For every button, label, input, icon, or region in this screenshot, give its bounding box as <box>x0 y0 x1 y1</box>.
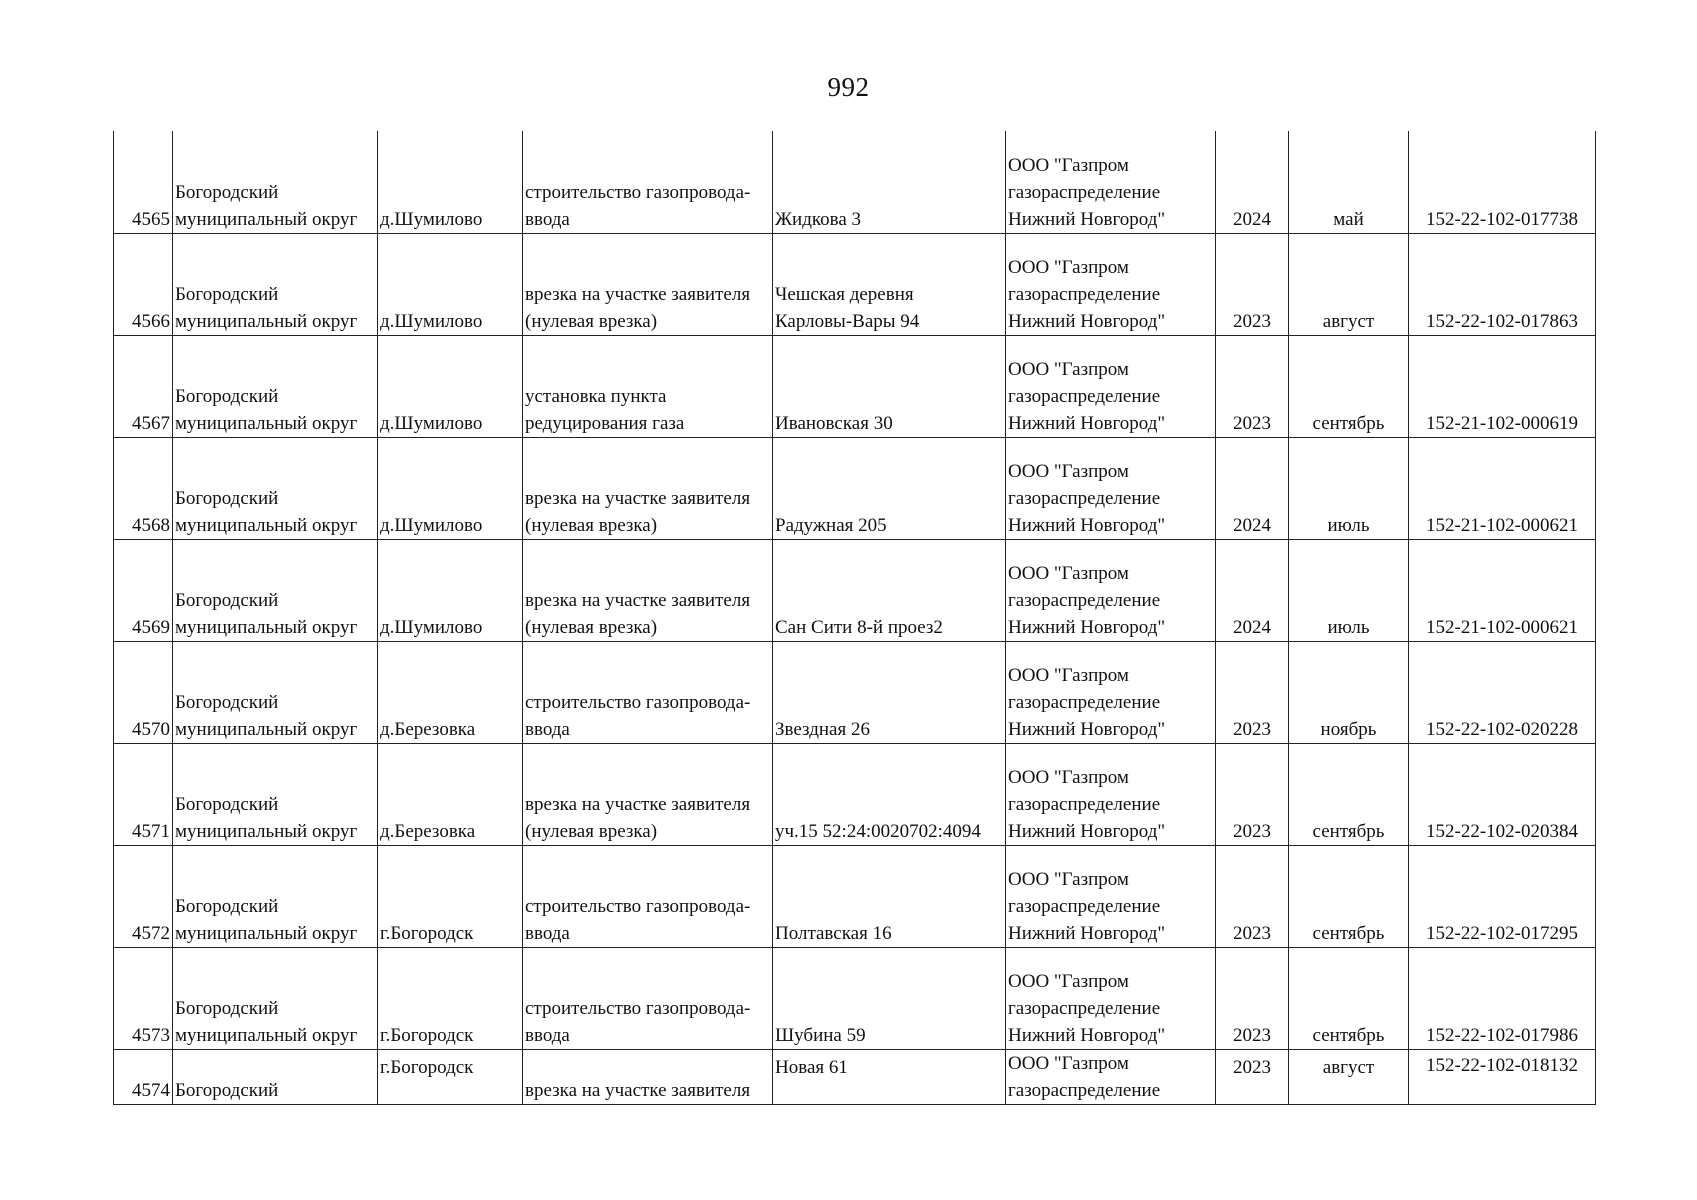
month-cell: июль <box>1289 539 1409 641</box>
organization-cell: ООО "Газпром газораспределение Нижний Новгород" <box>1006 335 1216 437</box>
address-cell: Ивановская 30 <box>773 335 1006 437</box>
table-row <box>114 131 1596 233</box>
table-row <box>114 845 1596 947</box>
application-code-cell: 152-22-102-017738 <box>1409 131 1596 233</box>
row-number: 4571 <box>114 743 173 845</box>
year-cell: 2024 <box>1216 131 1289 233</box>
locality-cell: д.Шумилово <box>378 233 523 335</box>
district-cell: Богородский муниципальный округ <box>173 947 378 1049</box>
locality-cell: г.Богородск <box>378 947 523 1049</box>
table-row <box>114 233 1596 335</box>
year-cell: 2023 <box>1216 233 1289 335</box>
organization-cell: ООО "Газпром газораспределение Нижний Новгород" <box>1006 743 1216 845</box>
district-cell: Богородский муниципальный округ <box>173 131 378 233</box>
application-code-cell: 152-21-102-000621 <box>1409 539 1596 641</box>
application-code-cell: 152-22-102-018132 <box>1409 1049 1596 1104</box>
month-cell: август <box>1289 1049 1409 1104</box>
organization-cell: ООО "Газпром газораспределение Нижний Новгород" <box>1006 131 1216 233</box>
organization-cell: ООО "Газпром газораспределение Нижний Новгород" <box>1006 845 1216 947</box>
row-number: 4568 <box>114 437 173 539</box>
district-cell: Богородский муниципальный округ <box>173 335 378 437</box>
organization-cell: ООО "Газпром газораспределение <box>1006 1049 1216 1104</box>
row-number: 4565 <box>114 131 173 233</box>
application-code-cell: 152-22-102-020384 <box>1409 743 1596 845</box>
year-cell: 2023 <box>1216 1049 1289 1104</box>
row-number: 4573 <box>114 947 173 1049</box>
application-code-cell: 152-22-102-017986 <box>1409 947 1596 1049</box>
table-row <box>114 743 1596 845</box>
table-row <box>114 1049 1596 1104</box>
district-cell: Богородский муниципальный округ <box>173 233 378 335</box>
work-type-cell: установка пункта редуцирования газа <box>523 335 773 437</box>
district-cell: Богородский муниципальный округ <box>173 743 378 845</box>
year-cell: 2023 <box>1216 641 1289 743</box>
month-cell: август <box>1289 233 1409 335</box>
row-number: 4572 <box>114 845 173 947</box>
month-cell: сентябрь <box>1289 743 1409 845</box>
application-code-cell: 152-21-102-000621 <box>1409 437 1596 539</box>
locality-cell: д.Шумилово <box>378 131 523 233</box>
application-code-cell: 152-22-102-017863 <box>1409 233 1596 335</box>
work-type-cell: строительство газопровода- ввода <box>523 947 773 1049</box>
month-cell: сентябрь <box>1289 845 1409 947</box>
row-number: 4574 <box>114 1049 173 1104</box>
gasification-register-table <box>113 131 1596 1105</box>
table-row <box>114 335 1596 437</box>
locality-cell: г.Богородск <box>378 845 523 947</box>
district-cell: Богородский муниципальный округ <box>173 539 378 641</box>
locality-cell: д.Шумилово <box>378 437 523 539</box>
organization-cell: ООО "Газпром газораспределение Нижний Новгород" <box>1006 233 1216 335</box>
address-cell: Новая 61 <box>773 1049 1006 1104</box>
row-number: 4566 <box>114 233 173 335</box>
page-number: 992 <box>827 72 870 102</box>
month-cell: ноябрь <box>1289 641 1409 743</box>
work-type-cell: строительство газопровода- ввода <box>523 131 773 233</box>
year-cell: 2023 <box>1216 947 1289 1049</box>
month-cell: сентябрь <box>1289 947 1409 1049</box>
address-cell: Шубина 59 <box>773 947 1006 1049</box>
organization-cell: ООО "Газпром газораспределение Нижний Новгород" <box>1006 539 1216 641</box>
work-type-cell: врезка на участке заявителя (нулевая врезка) <box>523 743 773 845</box>
year-cell: 2024 <box>1216 437 1289 539</box>
year-cell: 2023 <box>1216 335 1289 437</box>
district-cell: Богородский муниципальный округ <box>173 641 378 743</box>
application-code-cell: 152-22-102-020228 <box>1409 641 1596 743</box>
address-cell: Чешская деревня Карловы-Вары 94 <box>773 233 1006 335</box>
work-type-cell: строительство газопровода- ввода <box>523 845 773 947</box>
table-row <box>114 437 1596 539</box>
locality-cell: д.Березовка <box>378 641 523 743</box>
address-cell: Радужная 205 <box>773 437 1006 539</box>
application-code-cell: 152-22-102-017295 <box>1409 845 1596 947</box>
month-cell: июль <box>1289 437 1409 539</box>
district-cell: Богородский муниципальный округ <box>173 437 378 539</box>
work-type-cell: врезка на участке заявителя (нулевая врезка) <box>523 539 773 641</box>
table-body <box>114 131 1596 1104</box>
row-number: 4570 <box>114 641 173 743</box>
address-cell: Звездная 26 <box>773 641 1006 743</box>
organization-cell: ООО "Газпром газораспределение Нижний Новгород" <box>1006 437 1216 539</box>
locality-cell: д.Шумилово <box>378 539 523 641</box>
row-number: 4569 <box>114 539 173 641</box>
month-cell: сентябрь <box>1289 335 1409 437</box>
work-type-cell: врезка на участке заявителя <box>523 1049 773 1104</box>
address-cell: Жидкова 3 <box>773 131 1006 233</box>
locality-cell: д.Шумилово <box>378 335 523 437</box>
district-cell: Богородский <box>173 1049 378 1104</box>
application-code-cell: 152-21-102-000619 <box>1409 335 1596 437</box>
work-type-cell: врезка на участке заявителя (нулевая врезка) <box>523 233 773 335</box>
work-type-cell: строительство газопровода- ввода <box>523 641 773 743</box>
year-cell: 2024 <box>1216 539 1289 641</box>
year-cell: 2023 <box>1216 743 1289 845</box>
work-type-cell: врезка на участке заявителя (нулевая врезка) <box>523 437 773 539</box>
address-cell: Полтавская 16 <box>773 845 1006 947</box>
table-row <box>114 947 1596 1049</box>
table-row <box>114 539 1596 641</box>
month-cell: май <box>1289 131 1409 233</box>
organization-cell: ООО "Газпром газораспределение Нижний Новгород" <box>1006 641 1216 743</box>
district-cell: Богородский муниципальный округ <box>173 845 378 947</box>
address-cell: уч.15 52:24:0020702:4094 <box>773 743 1006 845</box>
row-number: 4567 <box>114 335 173 437</box>
table-row <box>114 641 1596 743</box>
address-cell: Сан Сити 8-й проез2 <box>773 539 1006 641</box>
locality-cell: д.Березовка <box>378 743 523 845</box>
year-cell: 2023 <box>1216 845 1289 947</box>
locality-cell: г.Богородск <box>378 1049 523 1104</box>
organization-cell: ООО "Газпром газораспределение Нижний Новгород" <box>1006 947 1216 1049</box>
